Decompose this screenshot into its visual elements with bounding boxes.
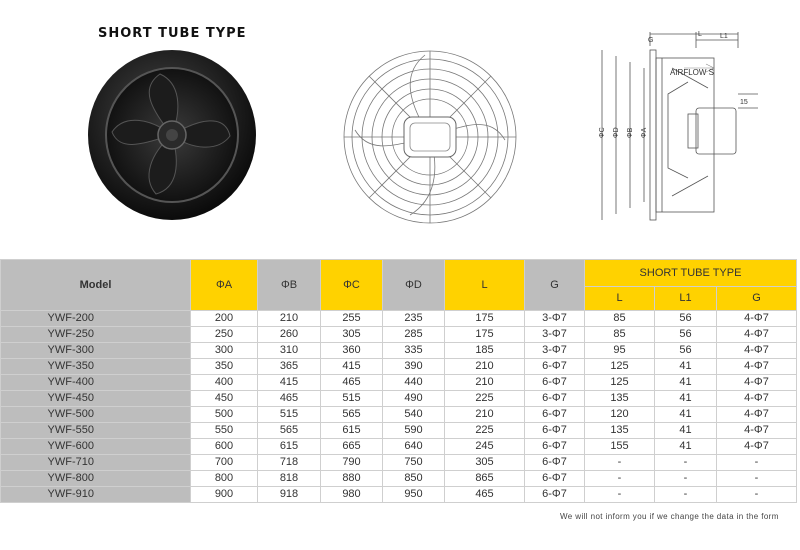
model-cell: YWF-350 <box>1 359 191 375</box>
table-cell-l: 225 <box>445 423 525 439</box>
model-cell: YWF-300 <box>1 343 191 359</box>
table-cell-b: 515 <box>258 407 321 423</box>
table-cell-d: 640 <box>383 439 445 455</box>
table-row <box>1 359 797 375</box>
table-cell-a: 300 <box>191 343 258 359</box>
table-cell-c: 305 <box>321 327 383 343</box>
table-cell-sl: 135 <box>585 423 655 439</box>
model-cell: YWF-550 <box>1 423 191 439</box>
model-cell: YWF-500 <box>1 407 191 423</box>
table-cell-g: 6-Φ7 <box>525 487 585 503</box>
table-cell-sl1: 41 <box>655 407 717 423</box>
table-cell-sl: 85 <box>585 327 655 343</box>
table-cell-sl: 95 <box>585 343 655 359</box>
short-tube-header: SHORT TUBE TYPE <box>585 260 797 287</box>
table-cell-l: 465 <box>445 487 525 503</box>
table-cell-sl1: 41 <box>655 359 717 375</box>
table-cell-a: 350 <box>191 359 258 375</box>
table-cell-sl: 125 <box>585 375 655 391</box>
model-cell: YWF-400 <box>1 375 191 391</box>
table-cell-d: 490 <box>383 391 445 407</box>
table-cell-b: 918 <box>258 487 321 503</box>
table-cell-b: 210 <box>258 311 321 327</box>
table-cell-sl1: - <box>655 487 717 503</box>
dim-label-phib: ΦB <box>627 127 634 138</box>
table-cell-d: 335 <box>383 343 445 359</box>
model-cell: YWF-250 <box>1 327 191 343</box>
dim-label-15: 15 <box>740 99 748 106</box>
table-cell-c: 360 <box>321 343 383 359</box>
short-col-header-l1: L1 <box>655 287 717 311</box>
table-cell-sl: 125 <box>585 359 655 375</box>
table-cell-l: 210 <box>445 407 525 423</box>
table-cell-a: 250 <box>191 327 258 343</box>
table-cell-d: 285 <box>383 327 445 343</box>
table-cell-sg: 4-Φ7 <box>717 439 797 455</box>
table-cell-l: 245 <box>445 439 525 455</box>
table-cell-a: 900 <box>191 487 258 503</box>
table-cell-g: 6-Φ7 <box>525 423 585 439</box>
table-cell-sl: - <box>585 487 655 503</box>
table-row <box>1 487 797 503</box>
table-cell-c: 980 <box>321 487 383 503</box>
dim-label-airflow: AIRFLOW S <box>670 68 715 77</box>
dimension-drawing <box>588 28 788 233</box>
table-cell-b: 260 <box>258 327 321 343</box>
table-cell-sl1: - <box>655 471 717 487</box>
table-cell-sl1: 41 <box>655 423 717 439</box>
table-cell-sl: - <box>585 471 655 487</box>
col-header-l: L <box>445 260 525 311</box>
table-cell-g: 6-Φ7 <box>525 359 585 375</box>
dim-label-phid: ΦD <box>613 127 620 138</box>
table-cell-d: 440 <box>383 375 445 391</box>
table-cell-b: 465 <box>258 391 321 407</box>
dim-label-l: L <box>698 31 702 38</box>
table-cell-sl: 135 <box>585 391 655 407</box>
table-cell-c: 465 <box>321 375 383 391</box>
table-cell-sg: - <box>717 471 797 487</box>
table-cell-sl: 85 <box>585 311 655 327</box>
table-cell-sl1: 56 <box>655 311 717 327</box>
table-row <box>1 343 797 359</box>
table-cell-g: 6-Φ7 <box>525 455 585 471</box>
table-cell-b: 615 <box>258 439 321 455</box>
table-cell-g: 3-Φ7 <box>525 327 585 343</box>
model-cell: YWF-710 <box>1 455 191 471</box>
table-cell-b: 818 <box>258 471 321 487</box>
table-row <box>1 423 797 439</box>
table-row <box>1 327 797 343</box>
model-cell: YWF-910 <box>1 487 191 503</box>
col-header-g: G <box>525 260 585 311</box>
table-row <box>1 455 797 471</box>
short-col-header-l: L <box>585 287 655 311</box>
table-cell-sl: - <box>585 455 655 471</box>
table-cell-b: 565 <box>258 423 321 439</box>
table-cell-a: 450 <box>191 391 258 407</box>
table-cell-sg: 4-Φ7 <box>717 407 797 423</box>
table-cell-sl1: 56 <box>655 327 717 343</box>
dim-label-g: G <box>648 37 654 44</box>
table-cell-l: 225 <box>445 391 525 407</box>
table-cell-c: 565 <box>321 407 383 423</box>
table-cell-g: 6-Φ7 <box>525 439 585 455</box>
table-cell-d: 235 <box>383 311 445 327</box>
table-cell-a: 600 <box>191 439 258 455</box>
model-cell: YWF-200 <box>1 311 191 327</box>
table-cell-l: 865 <box>445 471 525 487</box>
table-cell-d: 750 <box>383 455 445 471</box>
table-cell-sl: 120 <box>585 407 655 423</box>
dim-label-phia: ΦA <box>641 127 648 138</box>
table-cell-sg: - <box>717 455 797 471</box>
model-cell: YWF-450 <box>1 391 191 407</box>
table-cell-c: 515 <box>321 391 383 407</box>
col-header-phia: ΦA <box>191 260 258 311</box>
table-cell-sl1: 41 <box>655 439 717 455</box>
table-cell-c: 880 <box>321 471 383 487</box>
col-header-phib: ΦB <box>258 260 321 311</box>
table-cell-g: 6-Φ7 <box>525 407 585 423</box>
table-cell-b: 718 <box>258 455 321 471</box>
short-col-header-g: G <box>717 287 797 311</box>
table-row <box>1 439 797 455</box>
model-header: Model <box>1 260 191 311</box>
table-cell-a: 500 <box>191 407 258 423</box>
table-cell-sl1: 41 <box>655 391 717 407</box>
table-row <box>1 375 797 391</box>
table-row <box>1 311 797 327</box>
fan-front-drawing <box>340 45 520 230</box>
table-cell-g: 6-Φ7 <box>525 471 585 487</box>
table-cell-l: 305 <box>445 455 525 471</box>
table-cell-b: 415 <box>258 375 321 391</box>
table-cell-c: 415 <box>321 359 383 375</box>
table-cell-sl1: 41 <box>655 375 717 391</box>
table-cell-l: 175 <box>445 327 525 343</box>
dim-label-l1: L1 <box>720 33 728 40</box>
page-title: SHORT TUBE TYPE <box>98 26 247 41</box>
table-cell-sl: 155 <box>585 439 655 455</box>
model-cell: YWF-600 <box>1 439 191 455</box>
fan-photo <box>80 48 260 223</box>
table-cell-sg: 4-Φ7 <box>717 391 797 407</box>
table-cell-d: 850 <box>383 471 445 487</box>
table-cell-d: 950 <box>383 487 445 503</box>
spec-table-body <box>1 311 797 503</box>
table-cell-sg: 4-Φ7 <box>717 327 797 343</box>
table-cell-sg: 4-Φ7 <box>717 423 797 439</box>
table-cell-g: 3-Φ7 <box>525 311 585 327</box>
table-cell-sg: 4-Φ7 <box>717 375 797 391</box>
table-cell-sl1: 56 <box>655 343 717 359</box>
table-cell-l: 185 <box>445 343 525 359</box>
table-cell-a: 400 <box>191 375 258 391</box>
dim-label-phic: ΦC <box>599 127 606 138</box>
table-cell-g: 6-Φ7 <box>525 391 585 407</box>
table-cell-b: 365 <box>258 359 321 375</box>
table-row <box>1 407 797 423</box>
table-cell-a: 800 <box>191 471 258 487</box>
table-row <box>1 471 797 487</box>
table-cell-c: 255 <box>321 311 383 327</box>
table-cell-a: 200 <box>191 311 258 327</box>
table-cell-c: 615 <box>321 423 383 439</box>
table-cell-sg: - <box>717 487 797 503</box>
table-cell-sg: 4-Φ7 <box>717 343 797 359</box>
table-cell-c: 665 <box>321 439 383 455</box>
disclaimer-note: We will not inform you if we change the data in the form <box>560 512 779 521</box>
table-cell-d: 390 <box>383 359 445 375</box>
model-cell: YWF-800 <box>1 471 191 487</box>
table-cell-l: 175 <box>445 311 525 327</box>
table-cell-sg: 4-Φ7 <box>717 359 797 375</box>
table-cell-sl1: - <box>655 455 717 471</box>
table-cell-sg: 4-Φ7 <box>717 311 797 327</box>
col-header-phid: ΦD <box>383 260 445 311</box>
table-cell-g: 3-Φ7 <box>525 343 585 359</box>
table-cell-g: 6-Φ7 <box>525 375 585 391</box>
table-cell-b: 310 <box>258 343 321 359</box>
table-cell-l: 210 <box>445 375 525 391</box>
table-cell-l: 210 <box>445 359 525 375</box>
table-cell-a: 550 <box>191 423 258 439</box>
table-row <box>1 391 797 407</box>
table-cell-c: 790 <box>321 455 383 471</box>
col-header-phic: ΦC <box>321 260 383 311</box>
table-cell-a: 700 <box>191 455 258 471</box>
spec-table <box>0 259 797 503</box>
table-cell-d: 540 <box>383 407 445 423</box>
table-cell-d: 590 <box>383 423 445 439</box>
